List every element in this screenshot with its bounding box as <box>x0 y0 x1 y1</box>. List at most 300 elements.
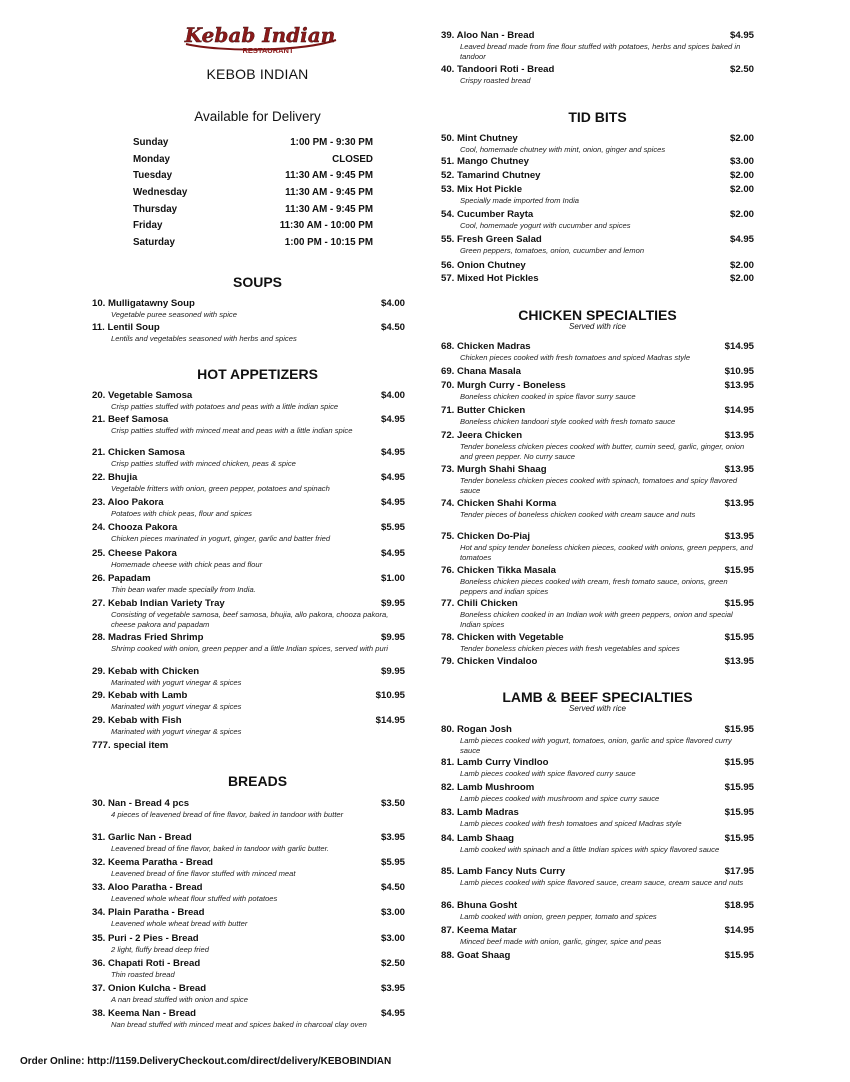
menu-item[interactable] <box>92 933 405 955</box>
menu-item[interactable] <box>92 497 405 519</box>
menu-item-name: 20. Vegetable Samosa <box>92 390 193 401</box>
menu-item-price: $4.95 <box>380 447 405 458</box>
menu-item-description: Cool, homemade chutney with mint, onion, ginger and spices <box>460 145 666 154</box>
menu-item[interactable] <box>441 632 754 654</box>
menu-item-header <box>441 531 754 543</box>
menu-item-name: 51. Mango Chutney <box>441 156 529 167</box>
menu-item-price: $15.95 <box>724 632 754 643</box>
menu-item[interactable] <box>92 857 405 879</box>
menu-item[interactable] <box>92 882 405 904</box>
menu-item-price: $14.95 <box>724 341 754 352</box>
menu-item-name: 26. Papadam <box>92 573 151 584</box>
menu-item-description: Leavened bread of fine flavor stuffed with minced meat <box>111 869 296 878</box>
menu-item-header <box>441 209 754 221</box>
menu-item-description: Crisp patties stuffed with minced chicken, peas & spice <box>111 459 296 468</box>
menu-item-name: 87. Keema Matar <box>441 925 517 936</box>
menu-item-header <box>92 832 405 844</box>
menu-item-description: Potatoes with chick peas, flour and spices <box>111 509 252 518</box>
menu-item-header <box>441 757 754 769</box>
menu-item-header <box>441 656 754 668</box>
menu-item-name: 33. Aloo Paratha - Bread <box>92 882 203 893</box>
menu-item[interactable] <box>441 498 754 520</box>
menu-item-price: $13.95 <box>724 656 754 667</box>
menu-item-price: $4.95 <box>380 414 405 425</box>
menu-item-description: Lentils and vegetables seasoned with herbs and spices <box>111 334 297 343</box>
menu-item[interactable] <box>441 184 754 206</box>
menu-item[interactable] <box>441 925 754 947</box>
menu-item-header <box>441 498 754 510</box>
menu-item-price: $9.95 <box>380 666 405 677</box>
menu-item-header <box>92 447 405 459</box>
menu-item[interactable] <box>441 273 754 285</box>
menu-item-description: Lamb cooked with onion, green pepper, tomato and spices <box>460 912 657 921</box>
menu-item-header <box>441 430 754 442</box>
menu-item-header <box>441 260 754 272</box>
menu-item-description: Chicken pieces marinated in yogurt, ginger, garlic and batter fried <box>111 534 331 543</box>
section-subtitle-chicken: Served with rice <box>569 322 626 331</box>
menu-item-name: 31. Garlic Nan - Bread <box>92 832 192 843</box>
menu-item-description: 4 pieces of leavened bread of fine flavor, baked in tandoor with butter <box>111 810 344 819</box>
menu-item-header <box>92 958 405 970</box>
logo-sub-text: RESTAURANT <box>242 46 294 55</box>
menu-item-header <box>92 414 405 426</box>
menu-item-price: $4.95 <box>380 1008 405 1019</box>
menu-item-price: $4.95 <box>380 472 405 483</box>
menu-item[interactable] <box>441 782 754 804</box>
menu-item-price: $4.95 <box>380 497 405 508</box>
section-title-soups: SOUPS <box>232 274 282 290</box>
menu-item[interactable] <box>441 366 754 378</box>
menu-item-name: 52. Tamarind Chutney <box>441 170 541 181</box>
menu-item-description: Boneless chicken cooked in an Indian wok with green peppers, onion and special Indian spices <box>460 610 733 629</box>
hours-day: Sunday <box>133 137 169 148</box>
menu-item-header <box>92 933 405 945</box>
menu-item-header <box>441 782 754 794</box>
menu-item-header <box>441 170 754 182</box>
menu-item-price: $14.95 <box>724 405 754 416</box>
menu-item-name: 23. Aloo Pakora <box>92 497 164 508</box>
menu-item-header <box>92 472 405 484</box>
menu-item[interactable] <box>441 133 754 155</box>
menu-item-price: $17.95 <box>724 866 754 877</box>
hours-time: 11:30 AM - 10:00 PM <box>279 220 373 232</box>
menu-item-header <box>441 807 754 819</box>
menu-item[interactable] <box>441 209 754 231</box>
menu-item-price: $13.95 <box>724 464 754 475</box>
menu-item-price: $3.00 <box>380 933 405 944</box>
menu-item-name: 81. Lamb Curry Vindloo <box>441 757 549 768</box>
delivery-title: Available for Delivery <box>194 109 321 124</box>
menu-item-description: 2 light, fluffy bread deep fried <box>111 945 209 954</box>
menu-item[interactable] <box>92 548 405 570</box>
menu-item-name: 27. Kebab Indian Variety Tray <box>92 598 225 609</box>
menu-item-name: 21. Chicken Samosa <box>92 447 185 458</box>
menu-item-description: Lamb pieces cooked with spice flavored curry sauce <box>460 769 636 778</box>
menu-item-header <box>92 882 405 894</box>
menu-item-header <box>441 30 754 42</box>
menu-item-header <box>92 497 405 509</box>
menu-item[interactable] <box>441 156 754 168</box>
menu-item-name: 50. Mint Chutney <box>441 133 518 144</box>
menu-item[interactable] <box>441 405 754 427</box>
menu-item-price: $10.95 <box>724 366 754 377</box>
menu-item-price: $2.00 <box>729 260 754 271</box>
hours-row <box>133 237 373 254</box>
menu-item-price: $13.95 <box>724 430 754 441</box>
menu-item-description: Boneless chicken cooked in spice flavor surry sauce <box>460 392 636 401</box>
menu-item-description: Crispy roasted bread <box>460 76 531 85</box>
menu-item-description: Homemade cheese with chick peas and flour <box>111 560 263 569</box>
section-subtitle-lamb-beef: Served with rice <box>569 704 626 713</box>
hours-time: 1:00 PM - 10:15 PM <box>284 237 373 249</box>
menu-item[interactable] <box>92 958 405 980</box>
menu-item-header <box>441 184 754 196</box>
menu-item-header <box>441 341 754 353</box>
menu-item[interactable] <box>92 447 405 469</box>
section-title-chicken: CHICKEN SPECIALTIES <box>518 307 677 323</box>
menu-item-name: 69. Chana Masala <box>441 366 521 377</box>
logo-script-text: Kebab Indian <box>184 23 336 47</box>
menu-item-name: 39. Aloo Nan - Bread <box>441 30 535 41</box>
menu-item-header <box>441 950 754 962</box>
section-title-breads: BREADS <box>227 773 288 789</box>
menu-item-price: $15.95 <box>724 833 754 844</box>
order-online-link[interactable]: Order Online: http://1159.DeliveryCheckout.com/direct/delivery/KEBOBINDIAN <box>20 1056 392 1067</box>
menu-item-header <box>92 798 405 810</box>
menu-item-price: $13.95 <box>724 498 754 509</box>
menu-item-price: $2.00 <box>729 170 754 181</box>
menu-item-name: 53. Mix Hot Pickle <box>441 184 523 195</box>
menu-item-price: $4.95 <box>729 30 754 41</box>
menu-item-header <box>441 900 754 912</box>
menu-item-description: Crisp patties stuffed with potatoes and peas with a little indian spice <box>111 402 339 411</box>
menu-item-header <box>441 405 754 417</box>
menu-item-price: $3.95 <box>380 832 405 843</box>
menu-item[interactable] <box>441 656 754 668</box>
menu-item-name: 82. Lamb Mushroom <box>441 782 535 793</box>
hours-row <box>133 220 373 237</box>
menu-item[interactable] <box>92 298 405 320</box>
menu-item-header <box>92 983 405 995</box>
hours-row <box>133 204 373 221</box>
menu-item-header <box>441 380 754 392</box>
menu-item-header <box>92 907 405 919</box>
menu-item[interactable] <box>92 907 405 929</box>
menu-item[interactable] <box>441 950 754 962</box>
menu-item[interactable] <box>92 832 405 854</box>
menu-item-description: Boneless chicken pieces cooked with cream, fresh tomato sauce, onions, green peppers and indian spices <box>460 577 728 596</box>
menu-item[interactable] <box>92 472 405 494</box>
menu-item[interactable] <box>92 1008 405 1030</box>
menu-item-description: Lamb pieces cooked with spice flavored sauce, cream sauce, cream sauce and nuts <box>460 878 744 887</box>
menu-item-name: 34. Plain Paratha - Bread <box>92 907 205 918</box>
menu-item-description: A nan bread stuffed with onion and spice <box>111 995 248 1004</box>
menu-item-name: 30. Nan - Bread 4 pcs <box>92 798 190 809</box>
menu-item-header <box>92 740 405 752</box>
menu-item-name: 75. Chicken Do-Piaj <box>441 531 531 542</box>
menu-item[interactable] <box>92 522 405 544</box>
menu-item-description: Shrimp cooked with onion, green pepper and a little Indian spices, served with puri <box>111 644 388 653</box>
menu-item[interactable] <box>441 380 754 402</box>
hours-time: 11:30 AM - 9:45 PM <box>285 187 373 199</box>
hours-time: 1:00 PM - 9:30 PM <box>290 137 373 148</box>
menu-item[interactable] <box>92 632 405 654</box>
menu-item[interactable] <box>441 724 754 755</box>
menu-item-name: 83. Lamb Madras <box>441 807 519 818</box>
menu-item-header <box>92 322 405 334</box>
menu-item-name: 29. Kebab with Fish <box>92 715 182 726</box>
menu-item-description: Tender boneless chicken pieces cooked with spinach, tomatoes and spicy flavored sauce <box>460 476 738 495</box>
menu-item-name: 68. Chicken Madras <box>441 341 531 352</box>
menu-item-name: 35. Puri - 2 Pies - Bread <box>92 933 199 944</box>
menu-item-description: Marinated with yogurt vinegar & spices <box>111 727 242 736</box>
menu-item-price: $15.95 <box>724 950 754 961</box>
menu-item-name: 57. Mixed Hot Pickles <box>441 273 539 284</box>
menu-item-header <box>441 273 754 285</box>
menu-item-description: Leavened whole wheat bread with butter <box>111 919 248 928</box>
menu-item-price: $15.95 <box>724 782 754 793</box>
menu-item-name: 29. Kebab with Lamb <box>92 690 188 701</box>
menu-item-header <box>441 464 754 476</box>
menu-item-name: 56. Onion Chutney <box>441 260 526 271</box>
menu-item[interactable] <box>92 983 405 1005</box>
menu-item-price: $4.00 <box>380 298 405 309</box>
menu-item-name: 40. Tandoori Roti - Bread <box>441 64 555 75</box>
menu-item-price: $15.95 <box>724 565 754 576</box>
menu-item-header <box>441 866 754 878</box>
menu-item-header <box>92 390 405 402</box>
menu-item-name: 76. Chicken Tikka Masala <box>441 565 557 576</box>
menu-item-header <box>92 598 405 610</box>
menu-item-name: 88. Goat Shaag <box>441 950 511 961</box>
menu-item-price: $4.00 <box>380 390 405 401</box>
menu-item-header <box>441 565 754 577</box>
menu-item[interactable] <box>92 598 405 629</box>
hours-time: 11:30 AM - 9:45 PM <box>285 170 373 182</box>
menu-item[interactable] <box>92 322 405 344</box>
menu-item-price: $4.50 <box>380 322 405 333</box>
menu-item-name: 11. Lentil Soup <box>92 322 160 333</box>
hours-day: Saturday <box>133 237 175 249</box>
menu-item-description: Lamb pieces cooked with fresh tomatoes and spiced Madras style <box>460 819 682 828</box>
hours-day: Friday <box>133 220 163 232</box>
menu-item[interactable] <box>441 807 754 829</box>
menu-item-name: 24. Chooza Pakora <box>92 522 178 533</box>
menu-item-name: 74. Chicken Shahi Korma <box>441 498 557 509</box>
menu-item-description: Hot and spicy tender boneless chicken pieces, cooked with onions, green peppers, and tomatoes <box>460 543 753 562</box>
menu-item-price: $3.00 <box>729 156 754 167</box>
menu-item-price: $2.50 <box>380 958 405 969</box>
menu-item-description: Marinated with yogurt vinegar & spices <box>111 702 242 711</box>
menu-item-description: Green peppers, tomatoes, onion, cucumber and lemon <box>460 246 645 255</box>
menu-item-price: $14.95 <box>724 925 754 936</box>
menu-item-header <box>441 598 754 610</box>
menu-item[interactable] <box>441 64 754 86</box>
menu-item-description: Specially made imported from India <box>460 196 580 205</box>
menu-item-price: $4.95 <box>380 548 405 559</box>
menu-item[interactable] <box>441 598 754 629</box>
menu-item-name: 25. Cheese Pakora <box>92 548 177 559</box>
menu-item-price: $18.95 <box>724 900 754 911</box>
menu-item[interactable] <box>92 798 405 820</box>
menu-item[interactable] <box>92 740 405 752</box>
menu-item-name: 29. Kebab with Chicken <box>92 666 200 677</box>
menu-item-header <box>441 133 754 145</box>
menu-item-description: Boneless chicken tandoori style cooked with fresh tomato sauce <box>460 417 676 426</box>
menu-item-price: $13.95 <box>724 380 754 391</box>
menu-item-price: $2.00 <box>729 209 754 220</box>
menu-item-price: $4.95 <box>729 234 754 245</box>
hours-day: Wednesday <box>133 187 188 199</box>
menu-item-name: 73. Murgh Shahi Shaag <box>441 464 547 475</box>
menu-item[interactable] <box>441 30 754 61</box>
menu-item-price: $13.95 <box>724 531 754 542</box>
menu-item[interactable] <box>92 390 405 412</box>
menu-item-description: Consisting of vegetable samosa, beef samosa, bhujia, allo pakora, chooza pakora, cheese pakora and papadam <box>111 610 389 629</box>
menu-item-price: $15.95 <box>724 757 754 768</box>
menu-item-header <box>441 724 754 736</box>
hours-row <box>133 187 373 204</box>
menu-item-price: $2.00 <box>729 133 754 144</box>
menu-item-name: 72. Jeera Chicken <box>441 430 523 441</box>
hours-row <box>133 154 373 171</box>
menu-item[interactable] <box>441 170 754 182</box>
menu-item-name: 55. Fresh Green Salad <box>441 234 542 245</box>
menu-item-description: Leaved bread made from fine flour stuffed with potatoes, herbs and spices baked in tandoor <box>460 42 741 61</box>
menu-item-description: Crisp patties stuffed with minced meat and peas with a little indian spice <box>111 426 353 435</box>
menu-item-description: Marinated with yogurt vinegar & spices <box>111 678 242 687</box>
menu-item-description: Lamb pieces cooked with yogurt, tomatoes, onion, garlic and spice flavored curry sauce <box>460 736 732 755</box>
menu-item-price: $14.95 <box>375 715 405 726</box>
hours-row <box>133 170 373 187</box>
menu-item[interactable] <box>441 833 754 855</box>
menu-item-price: $2.00 <box>729 273 754 284</box>
menu-item[interactable] <box>441 234 754 256</box>
menu-item-price: $2.50 <box>729 64 754 75</box>
menu-item[interactable] <box>441 341 754 363</box>
menu-item-price: $10.95 <box>375 690 405 701</box>
menu-item-header <box>441 833 754 845</box>
menu-item-name: 79. Chicken Vindaloo <box>441 656 538 667</box>
menu-item-header <box>92 666 405 678</box>
menu-item-name: 38. Keema Nan - Bread <box>92 1008 196 1019</box>
menu-item[interactable] <box>441 757 754 779</box>
menu-item-header <box>92 715 405 727</box>
menu-item-name: 28. Madras Fried Shrimp <box>92 632 204 643</box>
menu-item-description: Tender boneless chicken pieces cooked with butter, cumin seed, garlic, ginger, onion and green pepper. No curry sauce <box>460 442 745 461</box>
menu-item-header <box>92 857 405 869</box>
menu-item-header <box>92 1008 405 1020</box>
menu-item[interactable] <box>92 715 405 737</box>
menu-item-description: Cool, homemade yogurt with cucumber and spices <box>460 221 631 230</box>
menu-item-header <box>441 632 754 644</box>
menu-item[interactable] <box>92 573 405 595</box>
menu-item-header <box>92 690 405 702</box>
menu-item-header <box>92 298 405 310</box>
menu-item-name: 777. special item <box>92 740 169 751</box>
menu-item[interactable] <box>441 260 754 272</box>
menu-item-name: 71. Butter Chicken <box>441 405 526 416</box>
hours-day: Thursday <box>133 203 178 215</box>
menu-item-header <box>441 156 754 168</box>
menu-item-name: 86. Bhuna Gosht <box>441 900 518 911</box>
menu-item-name: 54. Cucumber Rayta <box>441 209 534 220</box>
menu-item-name: 36. Chapati Roti - Bread <box>92 958 201 969</box>
menu-item-name: 78. Chicken with Vegetable <box>441 632 564 643</box>
menu-item-description: Nan bread stuffed with minced meat and spices baked in charcoal clay oven <box>111 1020 367 1029</box>
menu-item-description: Lamb cooked with spinach and a little Indian spices with spicy flavored sauce <box>460 845 720 854</box>
menu-item[interactable] <box>441 565 754 596</box>
menu-item-header <box>441 366 754 378</box>
menu-item-price: $1.00 <box>380 573 405 584</box>
menu-item-price: $2.00 <box>729 184 754 195</box>
menu-item-header <box>92 548 405 560</box>
menu-item-description: Chicken pieces cooked with fresh tomatoes and spiced Madras style <box>460 353 691 362</box>
menu-item-name: 37. Onion Kulcha - Bread <box>92 983 207 994</box>
restaurant-logo <box>180 22 340 56</box>
menu-item-description: Leavened bread of fine flavor, baked in tandoor with garlic butter. <box>111 844 329 853</box>
hours-day: Tuesday <box>133 170 173 182</box>
menu-item-price: $3.50 <box>380 798 405 809</box>
menu-item-name: 70. Murgh Curry - Boneless <box>441 380 566 391</box>
menu-item-description: Lamb pieces cooked with mushroom and spice curry sauce <box>460 794 660 803</box>
menu-item[interactable] <box>441 866 754 888</box>
menu-item[interactable] <box>441 430 754 461</box>
menu-item-description: Minced beef made with onion, garlic, ginger, spice and peas <box>460 937 662 946</box>
hours-table <box>133 137 373 254</box>
menu-item-name: 80. Rogan Josh <box>441 724 512 735</box>
menu-item-header <box>441 925 754 937</box>
menu-item-name: 22. Bhujia <box>92 472 138 483</box>
menu-item-description: Tender pieces of boneless chicken cooked with cream sauce and nuts <box>460 510 696 519</box>
menu-item[interactable] <box>92 690 405 712</box>
menu-item-name: 32. Keema Paratha - Bread <box>92 857 214 868</box>
menu-item-description: Tender boneless chicken pieces with fresh vegetables and spices <box>460 644 680 653</box>
menu-item-description: Vegetable fritters with onion, green pepper, potatoes and spinach <box>111 484 330 493</box>
menu-item[interactable] <box>441 900 754 922</box>
menu-item-description: Thin bean wafer made specially from India. <box>111 585 256 594</box>
menu-item-header <box>92 632 405 644</box>
menu-item-name: 10. Mulligatawny Soup <box>92 298 195 309</box>
section-title-hot-appetizers: HOT APPETIZERS <box>197 366 318 382</box>
menu-item[interactable] <box>441 531 754 562</box>
menu-item-price: $9.95 <box>380 598 405 609</box>
menu-item-description: Leavened whole wheat flour stuffed with potatoes <box>111 894 278 903</box>
hours-time: 11:30 AM - 9:45 PM <box>285 203 373 215</box>
menu-item-header <box>441 64 754 76</box>
menu-item-header <box>92 573 405 585</box>
menu-item-header <box>441 234 754 246</box>
menu-item-price: $5.95 <box>380 522 405 533</box>
section-title-tid-bits: TID BITS <box>568 109 627 125</box>
menu-item-price: $3.00 <box>380 907 405 918</box>
hours-time: CLOSED <box>332 153 373 165</box>
menu-item-price: $9.95 <box>380 632 405 643</box>
menu-item-price: $5.95 <box>380 857 405 868</box>
menu-item-price: $3.95 <box>380 983 405 994</box>
menu-item[interactable] <box>92 414 405 436</box>
menu-item[interactable] <box>441 464 754 495</box>
menu-item-price: $15.95 <box>724 724 754 735</box>
menu-item-price: $4.50 <box>380 882 405 893</box>
hours-row <box>133 137 373 154</box>
menu-item-name: 77. Chili Chicken <box>441 598 518 609</box>
restaurant-name: KEBOB INDIAN <box>206 66 309 82</box>
menu-item-name: 85. Lamb Fancy Nuts Curry <box>441 866 566 877</box>
menu-item-price: $15.95 <box>724 598 754 609</box>
menu-item-description: Thin roasted bread <box>111 970 175 979</box>
menu-item[interactable] <box>92 666 405 688</box>
